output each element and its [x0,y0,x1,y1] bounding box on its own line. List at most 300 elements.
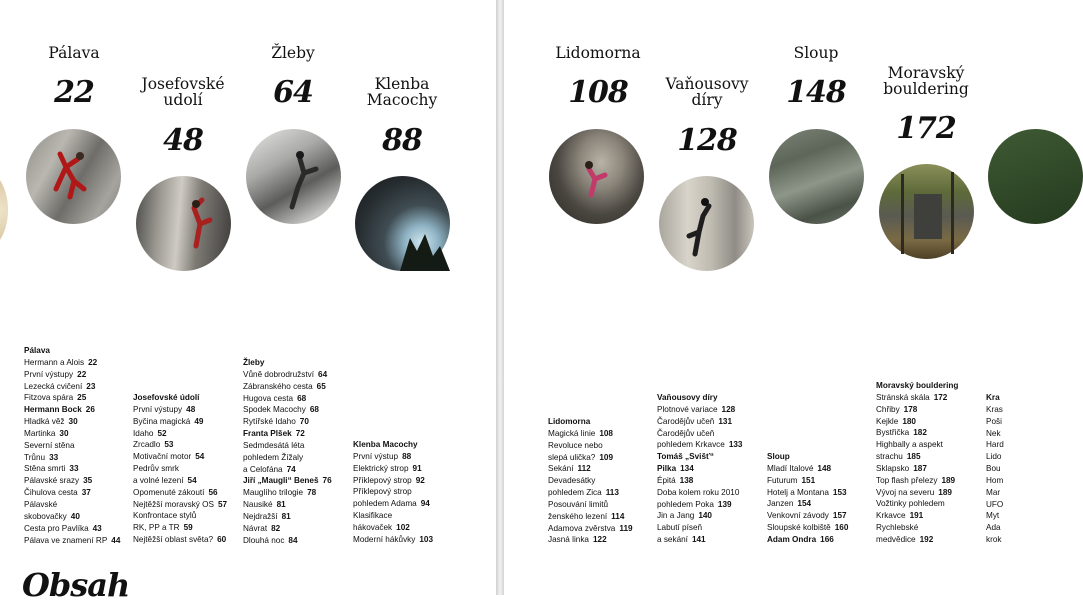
toc-entry-page: 25 [77,393,87,403]
toc-entry [24,475,120,487]
toc-entry [353,475,433,487]
toc-entry-title: Moravský bouldering [876,381,959,390]
toc-entry-page: 68 [297,393,307,403]
toc-entry [548,440,633,452]
toc-entry [548,523,633,535]
toc-entry-page: 30 [68,417,78,427]
toc-entry-title: Nejtěžší moravský OS [133,499,214,509]
toc-entry-title: Zrcadlo [133,440,161,450]
toc-entry-title: Plotnové variace [657,404,718,414]
toc-entry-title: Sloup [767,452,790,461]
toc-entry-title: Myt [986,511,1000,521]
toc-entry-page: 26 [85,405,95,415]
toc-entry-title: Stránská skála [876,392,930,402]
toc-entry-page: 35 [83,476,93,486]
toc-entry-page: 131 [718,416,733,426]
toc-entry-page: 49 [194,416,204,426]
toc-entry-title: ženského lezení [548,511,608,521]
toc-entry [767,463,848,475]
toc-entry-title: Pedrův smrk [133,464,179,474]
toc-entry-page: 33 [49,452,59,462]
toc-entry-title: Hom [986,475,1004,485]
toc-entry [986,416,1000,428]
section-title-zleby: Žleby [271,44,315,62]
toc-entry-title: Čarodějův učeň [657,416,715,426]
photo-vanousovy-climber [659,176,754,271]
toc-entry-title: Idaho [133,428,154,438]
section-page-lidomorna: 108 [568,75,628,110]
climber-figure-icon [246,129,341,224]
toc-entry-title: Kra [986,393,1000,402]
toc-entry-title: Franta Plšek [243,429,292,439]
toc-entry-title: Devadesátky [548,476,596,486]
toc-entry [876,427,958,439]
toc-entry [243,381,332,393]
toc-entry-title: Épitá [657,475,676,485]
toc-entry-title: Konfrontace stylů [133,511,197,521]
toc-entry-title: Příklepový strop [353,475,412,485]
climber-figure-icon [549,129,644,224]
section-page-josefovske: 48 [163,123,203,158]
toc-entry [133,534,227,546]
toc-entry [133,428,227,440]
toc-entry-title: Adam Ondra [767,534,817,544]
toc-entry-title: Trůnu [24,452,46,462]
toc-entry [876,392,958,404]
toc-entry [876,380,958,392]
toc-entry-title: Kras [986,404,1003,414]
climber-figure-icon [659,176,754,271]
toc-entry [548,463,633,475]
toc-entry [986,475,1004,487]
toc-entry-page: 94 [420,499,430,509]
toc-entry [876,534,958,546]
toc-entry-title: Revoluce nebo [548,440,603,450]
toc-entry-title: Návrat [243,523,268,533]
toc-entry [876,498,958,510]
toc-entry [243,499,332,511]
toc-entry [24,511,120,523]
toc-entry [24,357,120,369]
toc-entry [657,392,742,404]
toc-entry [24,428,120,440]
toc-entry [243,487,332,499]
toc-entry-title: Janzen [767,499,794,509]
section-title-klenba: Klenba Macochy [366,75,438,109]
toc-entry [548,475,633,487]
toc-entry [986,499,1004,511]
toc-entry [986,451,1000,463]
toc-entry [133,522,227,534]
section-page-sloup: 148 [786,75,846,110]
toc-entry-page: 44 [111,535,121,545]
partial-title-right [992,45,1004,61]
toc-entry-title: strachu [876,452,903,462]
toc-entry [133,510,227,522]
toc-entry-page: 138 [679,475,694,485]
toc-entry-title: Mladí Italové [767,463,814,473]
section-title-vanousovy: Vaňousovy díry [665,75,749,109]
toc-entry [657,534,742,546]
toc-entry [353,463,433,475]
toc-entry-title: a Celofána [243,464,283,474]
toc-entry-page: 68 [309,405,319,415]
toc-entry-title: Opomenuté zákoutí [133,487,205,497]
toc-entry [243,357,332,369]
toc-entry [353,439,433,451]
toc-entry [133,475,227,487]
partial-photo-left [0,170,8,250]
toc-entry [986,522,1000,534]
toc-entry [986,487,1000,499]
toc-entry-page: 70 [299,417,309,427]
toc-entry [24,523,120,535]
toc-entry-title: medvědice [876,534,916,544]
toc-entry [876,416,958,428]
toc-entry-title: Dlouhá noc [243,535,285,545]
spread-title: Obsah [22,566,130,604]
toc-entry [876,451,958,463]
toc-entry [243,523,332,535]
toc-entry-page: 56 [208,487,218,497]
toc-entry-page: 52 [157,428,167,438]
toc-entry-page: 22 [77,369,87,379]
toc-entry [767,487,848,499]
toc-entry [243,464,332,476]
toc-entry-page: 74 [286,464,296,474]
toc-entry [24,499,120,511]
toc-entry [986,463,1000,475]
toc-entry-page: 151 [801,475,816,485]
toc-entry-page: 178 [903,404,918,414]
section-title-sloup: Sloup [793,44,839,62]
climber-figure-icon [136,176,231,271]
toc-entry [24,535,120,547]
toc-entry-title: Highbally a aspekt [876,440,943,450]
toc-entry [767,522,848,534]
toc-entry-title: Lidomorna [548,417,591,426]
toc-entry-page: 30 [59,428,69,438]
toc-entry [986,534,1000,546]
toc-entry [876,510,958,522]
toc-entry-title: Pilka [657,464,677,474]
toc-entry-page: 53 [164,440,174,450]
toc-entry-title: Klasifikace [353,511,393,521]
toc-entry-title: Lido [986,452,1002,462]
toc-entry-page: 139 [717,499,732,509]
toc-entry [133,463,227,475]
toc-entry [548,428,633,440]
toc-entry [353,510,433,522]
toc-entry [353,451,433,463]
toc-entry-title: UFO [986,499,1004,509]
section-title-lidomorna: Lidomorna [555,44,641,62]
toc-entry-page: 182 [913,428,927,438]
toc-entry-page: 59 [183,523,193,533]
toc-entry-title: První výstupy [24,369,74,379]
toc-entry [243,535,332,547]
toc-entry [657,487,742,499]
right-page [504,0,1004,595]
toc-entry-page: 57 [217,499,228,509]
toc-entry-page: 78 [307,488,317,498]
toc-entry-title: RK, PP a TR [133,523,180,533]
toc-entry [24,369,120,381]
toc-entry-title: Hotelj a Montana [767,487,829,497]
toc-entry [133,404,227,416]
toc-entry-page: 81 [281,511,291,521]
toc-entry [243,475,332,487]
toc-entry-title: Fitzova spára [24,393,74,403]
toc-entry [986,510,1000,522]
boulder-icon [879,164,974,259]
toc-entry-title: Adamova zvěrstva [548,523,616,533]
section-page-zleby: 64 [273,75,313,110]
section-title-palava: Pálava [48,44,100,62]
toc-entry [657,428,742,440]
toc-entry-title: Jiří „Maugli“ Beneš [243,476,319,486]
toc-entry-title: Chřiby [876,404,900,414]
toc-entry [548,416,633,428]
section-page-palava: 22 [54,75,94,110]
toc-entry-title: Spodek Macochy [243,405,306,415]
toc-entry-title: Pálavské [24,499,58,509]
toc-entry-title: Krkavce [876,511,906,521]
toc-entry-page: 134 [680,464,694,474]
section-page-klenba: 88 [382,123,422,158]
toc-entry-title: Nejtěžší oblast světa? [133,535,214,545]
toc-entry [133,392,227,404]
toc-entry-title: Venkovní závody [767,511,829,521]
toc-entry-page: 92 [415,475,425,485]
toc-entry-title: Ada [986,523,1001,533]
toc-entry-title: Futurum [767,475,798,485]
toc-entry-title: Nejdražší [243,511,278,521]
toc-entry [243,511,332,523]
toc-entry-title: Klenba Macochy [353,440,418,449]
toc-entry [657,451,742,463]
toc-entry [24,404,120,416]
toc-entry-page: 102 [396,522,410,532]
toc-entry-title: Příklepový strop [353,487,412,497]
toc-entry-page: 185 [906,452,921,462]
toc-entry [657,463,742,475]
toc-entry-page: 33 [69,464,79,474]
toc-column-vanousovy [657,392,742,546]
toc-entry-page: 109 [599,452,614,462]
toc-entry [24,487,120,499]
toc-column-palava [24,345,120,546]
toc-entry [986,439,1004,451]
toc-entry-title: Jin a Jang [657,511,695,521]
toc-entry [243,393,332,405]
toc-entry-page: 148 [817,463,832,473]
toc-entry-page: 189 [941,475,956,485]
toc-entry-title: krok [986,535,1002,545]
toc-entry-page: 22 [88,357,98,367]
toc-entry-page: 37 [81,488,91,498]
toc-entry-page: 114 [611,511,625,521]
toc-entry-title: Vožtinky pohledem [876,499,945,509]
toc-entry [548,487,633,499]
toc-entry-title: pohledem Zica [548,488,602,498]
toc-entry [767,475,848,487]
toc-entry-title: Posouvání limitů [548,499,609,509]
toc-entry-title: Jasná linka [548,535,589,545]
toc-entry [876,475,958,487]
toc-entry-title: Stěna smrti [24,464,66,474]
toc-entry-title: Vaňousovy díry [657,393,718,402]
section-title-josefovske: Josefovské udolí [141,75,225,109]
toc-entry-title: pohledem Krkavce [657,440,725,450]
toc-entry-title: Pálava ve znamení RP [24,535,108,545]
toc-entry [876,522,958,534]
toc-entry [243,369,332,381]
toc-entry-page: 103 [419,534,434,544]
toc-entry-title: Byčina magická [133,416,191,426]
toc-entry-title: Motivační motor [133,452,192,462]
toc-entry-page: 119 [619,523,633,533]
toc-entry-title: Sedmdesátá léta [243,440,305,450]
toc-entry [133,487,227,499]
cave-opening-icon [355,176,450,271]
toc-entry-page: 154 [797,499,812,509]
toc-entry-page: 60 [217,535,227,545]
toc-entry-title: Pálava [24,346,50,355]
photo-palava-climber [26,129,121,224]
toc-entry-title: a sekání [657,535,688,545]
toc-column-sloup [767,451,848,546]
toc-entry-page: 113 [605,488,619,498]
toc-entry-title: Nausiké [243,500,273,510]
toc-entry-page: 160 [834,523,849,533]
toc-entry-title: Severní stěna [24,440,75,450]
photo-zleby-climber [246,129,341,224]
toc-entry [876,487,958,499]
toc-entry-page: 48 [186,404,196,414]
toc-entry-title: Bystřička [876,428,910,438]
toc-entry-title: Rychlebské [876,523,919,533]
toc-entry-page: 140 [698,511,712,521]
toc-entry [767,498,848,510]
toc-entry-title: Elektrický strop [353,463,409,473]
toc-entry [657,510,742,522]
toc-entry-title: Rytířské Idaho [243,417,296,427]
toc-entry [353,486,433,498]
toc-entry-page: 172 [933,392,948,402]
climber-figure-icon [26,129,121,224]
toc-entry [243,428,332,440]
photo-sloup-rock [769,129,864,224]
toc-entry-page: 166 [820,534,834,544]
toc-entry-title: Moderní hákůvky [353,534,416,544]
toc-entry [243,404,332,416]
toc-entry-page: 43 [92,523,102,533]
toc-entry-page: 82 [271,523,281,533]
toc-entry [548,534,633,546]
toc-column-bouldering [876,380,958,546]
toc-entry [548,511,633,523]
toc-entry [353,522,433,534]
toc-entry-title: slepá ulička? [548,452,596,462]
toc-entry-title: Hermann a Alois [24,357,85,367]
toc-entry-title: Josefovské údolí [133,393,200,402]
toc-entry-page: 128 [721,404,736,414]
toc-entry [24,440,120,452]
toc-entry [876,404,958,416]
toc-entry-title: Bou [986,464,1001,474]
toc-entry [243,440,332,452]
toc-entry-title: Cesta pro Pavlíka [24,523,89,533]
toc-entry-title: Hard [986,440,1004,450]
toc-entry-title: Magická linie [548,428,596,438]
toc-entry-title: Hermann Bock [24,405,82,415]
toc-entry-page: 133 [728,440,743,450]
toc-entry [24,452,120,464]
toc-entry-title: Pálavské srazy [24,476,80,486]
toc-entry-title: Žleby [243,358,265,367]
toc-entry-page: 180 [902,416,916,426]
toc-entry [548,499,633,511]
toc-entry-page: 191 [909,511,924,521]
toc-entry-title: Doba kolem roku 2010 [657,487,740,497]
toc-entry-title: Labutí píseň [657,523,703,533]
toc-entry-title: Tomáš „Svišť“ [657,452,715,462]
toc-entry-title: Nek [986,428,1001,438]
photo-bouldering-forest [879,164,974,259]
toc-entry [657,404,742,416]
toc-entry-title: Sekání [548,464,574,474]
photo-lidomorna-cave [549,129,644,224]
toc-entry [657,439,742,451]
toc-entry-title: Mar [986,487,1001,497]
toc-entry [657,499,742,511]
toc-column-lidomorna [548,416,633,546]
toc-column-cut [986,392,1004,546]
toc-entry-title: hákovaček [353,522,393,532]
toc-entry-page: 122 [592,535,607,545]
book-gutter [496,0,504,595]
toc-entry-page: 84 [288,535,298,545]
toc-entry [657,475,742,487]
toc-entry-page: 141 [691,535,706,545]
toc-entry-title: Čarodějův učeň [657,428,715,438]
toc-entry-title: Hladká věž [24,417,65,427]
partial-photo-right [988,129,1083,224]
toc-entry [986,404,1003,416]
toc-entry-title: Sklapsko [876,463,910,473]
left-page [0,0,496,604]
toc-entry [133,451,227,463]
toc-entry-title: Čihulova cesta [24,488,78,498]
toc-entry [767,510,848,522]
toc-entry-page: 91 [412,463,422,473]
toc-entry-page: 157 [832,511,847,521]
toc-entry-page: 153 [832,487,847,497]
toc-entry-page: 88 [402,451,412,461]
toc-entry [243,416,332,428]
toc-entry [986,428,1000,440]
toc-entry-title: První výstupy [133,404,183,414]
section-page-vanousovy: 128 [677,123,737,158]
toc-entry [876,463,958,475]
toc-entry [353,534,433,546]
toc-entry-page: 192 [919,534,934,544]
toc-entry-title: Vývoj na severu [876,487,935,497]
toc-column-klenba [353,439,433,546]
toc-entry-title: skobovačky [24,511,67,521]
toc-entry-title: Vůně dobrodružství [243,369,315,379]
